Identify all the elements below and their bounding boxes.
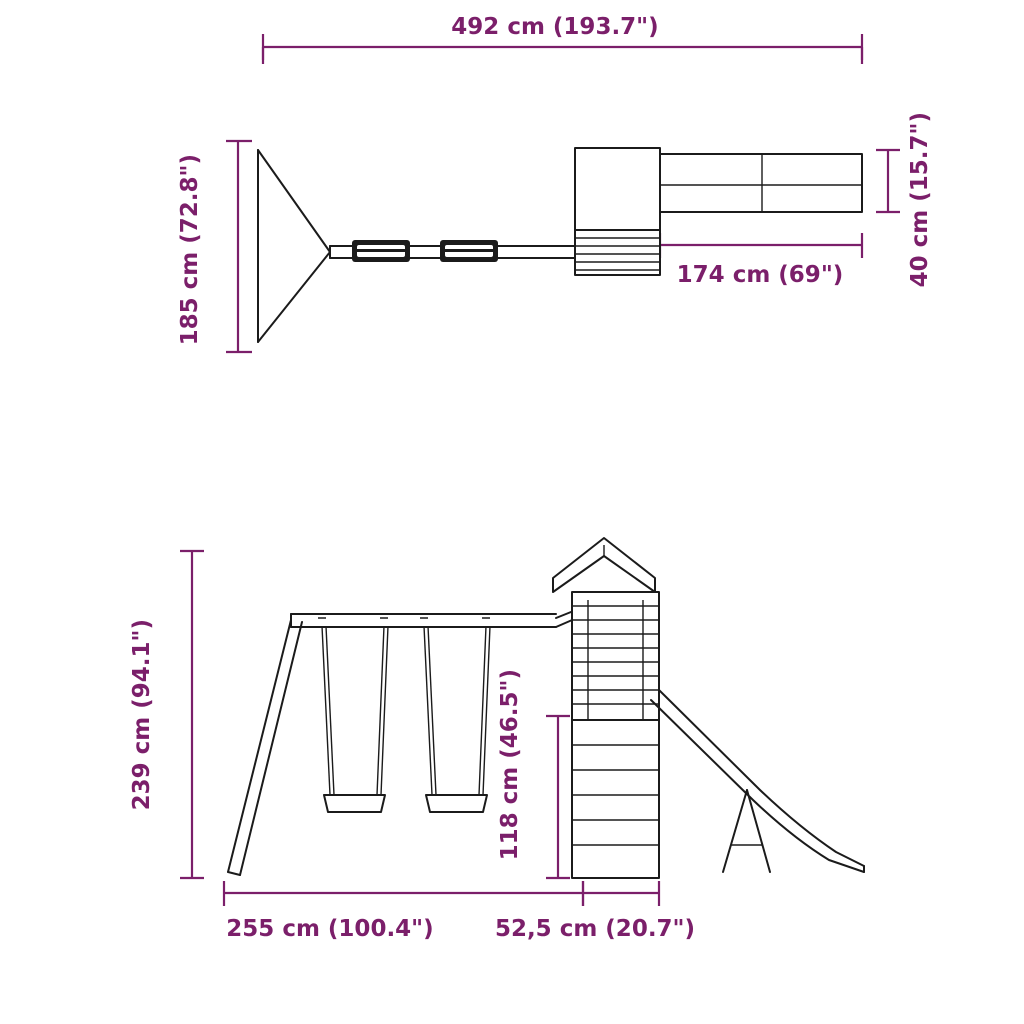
- dimension-tower-width: [583, 881, 659, 906]
- label-overall-height: [120, 550, 164, 880]
- front-view-slide: [651, 690, 864, 872]
- dimension-platform-height: [546, 716, 570, 878]
- front-view-tower: [553, 538, 659, 878]
- label-slide-width: [900, 100, 940, 300]
- label-slide-width-text: 40 cm (15.7"): [907, 112, 933, 288]
- label-swing-depth-text: 185 cm (72.8"): [177, 154, 203, 346]
- label-slide-length-text: 174 cm (69"): [676, 262, 844, 288]
- front-view-swings: [318, 618, 490, 812]
- dimension-overall-height: [180, 551, 204, 878]
- front-view-swing-frame: [228, 606, 586, 875]
- top-view-swing-frame: [258, 150, 586, 342]
- label-platform-height: [488, 640, 532, 890]
- label-overall-width-text: 492 cm (193.7"): [451, 14, 659, 40]
- label-slide-length: [640, 262, 880, 288]
- label-platform-height-text: 118 cm (46.5"): [497, 669, 523, 861]
- label-swing-span: [195, 916, 465, 942]
- dimension-slide-width: [876, 150, 900, 212]
- label-overall-height-text: 239 cm (94.1"): [129, 619, 155, 811]
- label-tower-width-text: 52,5 cm (20.7"): [494, 916, 696, 942]
- label-swing-span-text: 255 cm (100.4"): [226, 916, 434, 942]
- dimension-swing-depth: [226, 141, 252, 352]
- label-tower-width: [470, 916, 720, 942]
- top-view-slide: [660, 154, 862, 212]
- label-swing-depth: [170, 140, 210, 360]
- label-overall-width: [430, 14, 680, 40]
- dimension-slide-length: [660, 233, 862, 258]
- top-view-tower: [575, 148, 660, 275]
